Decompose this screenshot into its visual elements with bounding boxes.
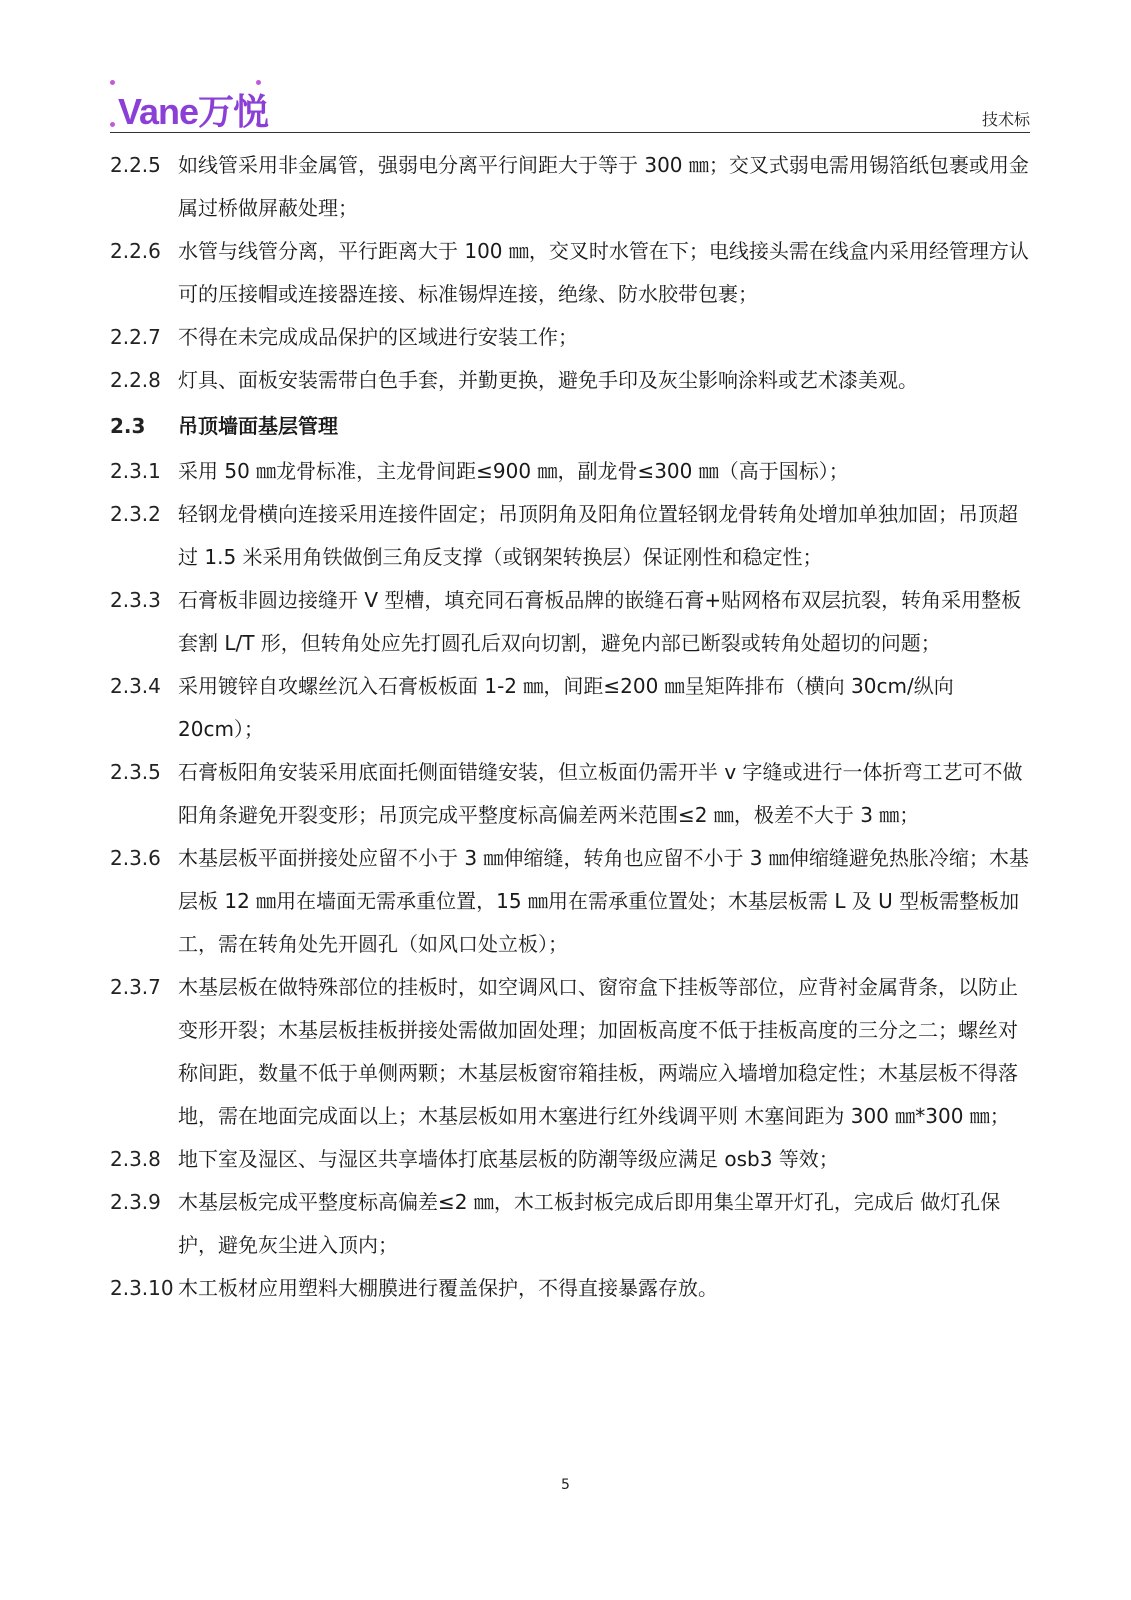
clause-number: 2.2.7 <box>110 325 161 349</box>
clause-text: 不得在未完成成品保护的区域进行安装工作； <box>178 325 578 349</box>
clause-text: 石膏板非圆边接缝开 V 型槽，填充同石膏板品牌的嵌缝石膏+贴网格布双层抗裂，转角采用整板套割 L/T 形，但转角处应先打圆孔后双向切割，避免内部已断裂或转角处超切的问题； <box>178 588 1022 655</box>
logo-wordmark: Vane万悦 <box>118 91 269 132</box>
clause-text: 采用镀锌自攻螺丝沉入石膏板板面 1-2 ㎜，间距≤200 ㎜呈矩阵排布（横向 30cm/纵向 20cm）； <box>178 674 954 741</box>
clause-number: 2.3.7 <box>110 975 161 999</box>
clause-number: 2.3.6 <box>110 846 161 870</box>
clause-number: 2.3.9 <box>110 1190 161 1214</box>
clause-number: 2.3.2 <box>110 502 161 526</box>
clause-item <box>110 751 1030 837</box>
page-header <box>110 70 1030 135</box>
header-divider <box>110 132 1030 133</box>
clause-number: 2.3.5 <box>110 760 161 784</box>
clause-text: 木工板材应用塑料大棚膜进行覆盖保护，不得直接暴露存放。 <box>178 1276 718 1300</box>
clause-item <box>110 450 1030 493</box>
clause-number: 2.2.8 <box>110 368 161 392</box>
clause-item <box>110 1181 1030 1267</box>
clause-item <box>110 966 1030 1138</box>
clause-text: 采用 50 ㎜龙骨标准，主龙骨间距≤900 ㎜，副龙骨≤300 ㎜（高于国标）； <box>178 459 849 483</box>
section-heading <box>110 402 1030 450</box>
clause-item <box>110 1267 1030 1310</box>
clause-text: 灯具、面板安装需带白色手套，并勤更换，避免手印及灰尘影响涂料或艺术漆美观。 <box>178 368 918 392</box>
clause-text: 如线管采用非金属管，强弱电分离平行间距大于等于 300 ㎜；交叉式弱电需用锡箔纸包裹或用金属过桥做屏蔽处理； <box>178 153 1029 220</box>
clause-number: 2.3.4 <box>110 674 161 698</box>
clause-text: 木基层板平面拼接处应留不小于 3 ㎜伸缩缝，转角也应留不小于 3 ㎜伸缩缝避免热胀冷缩；木基层板 12 ㎜用在墙面无需承重位置，15 ㎜用在需承重位置处；木基层板需 L 及 U 型板需整板加工，需在转角处先开圆孔（如风口处立板）； <box>178 846 1029 956</box>
clause-number: 2.2.5 <box>110 153 161 177</box>
clause-number: 2.3.10 <box>110 1276 174 1300</box>
page-number: 5 <box>561 1477 570 1493</box>
clause-item <box>110 230 1030 316</box>
clause-item <box>110 493 1030 579</box>
clause-item <box>110 1138 1030 1181</box>
clause-text: 轻钢龙骨横向连接采用连接件固定；吊顶阴角及阳角位置轻钢龙骨转角处增加单独加固；吊顶超过 1.5 米采用角铁做倒三角反支撑（或钢架转换层）保证刚性和稳定性； <box>178 502 1018 569</box>
clause-number: 2.3.3 <box>110 588 161 612</box>
clause-text: 木基层板完成平整度标高偏差≤2 ㎜，木工板封板完成后即用集尘罩开灯孔，完成后 做灯孔保护，避免灰尘进入顶内； <box>178 1190 1001 1257</box>
clause-item <box>110 144 1030 230</box>
clause-text: 水管与线管分离，平行距离大于 100 ㎜，交叉时水管在下；电线接头需在线盒内采用经管理方认可的压接帽或连接器连接、标准锡焊连接，绝缘、防水胶带包裹； <box>178 239 1029 306</box>
clause-item <box>110 359 1030 402</box>
clause-item <box>110 316 1030 359</box>
logo-dot <box>110 122 115 127</box>
clause-item <box>110 579 1030 665</box>
document-body <box>110 144 1030 1310</box>
clause-item <box>110 837 1030 966</box>
clause-text: 木基层板在做特殊部位的挂板时，如空调风口、窗帘盒下挂板等部位，应背衬金属背条，以防止变形开裂；木基层板挂板拼接处需做加固处理；加固板高度不低于挂板高度的三分之二；螺丝对称间距，数量不低于单侧两颗；木基层板窗帘箱挂板，两端应入墙增加稳定性；木基层板不得落地，需在地面完成面以上；木基层板如用木塞进行红外线调平则 木塞间距为 300 ㎜*300 ㎜； <box>178 975 1018 1128</box>
clause-text: 地下室及湿区、与湿区共享墙体打底基层板的防潮等级应满足 osb3 等效； <box>178 1147 839 1171</box>
clause-number: 2.3.1 <box>110 459 161 483</box>
section-title: 吊顶墙面基层管理 <box>178 414 338 438</box>
logo-dot <box>110 80 115 85</box>
document-type-label: 技术标 <box>981 110 1030 129</box>
clause-number: 2.2.6 <box>110 239 161 263</box>
clause-text: 石膏板阳角安装采用底面托侧面错缝安装，但立板面仍需开半 v 字缝或进行一体折弯工艺可不做阳角条避免开裂变形；吊顶完成平整度标高偏差两米范围≤2 ㎜，极差不大于 3 ㎜； <box>178 760 1023 827</box>
section-number: 2.3 <box>110 414 146 438</box>
clause-item <box>110 665 1030 751</box>
clause-number: 2.3.8 <box>110 1147 161 1171</box>
